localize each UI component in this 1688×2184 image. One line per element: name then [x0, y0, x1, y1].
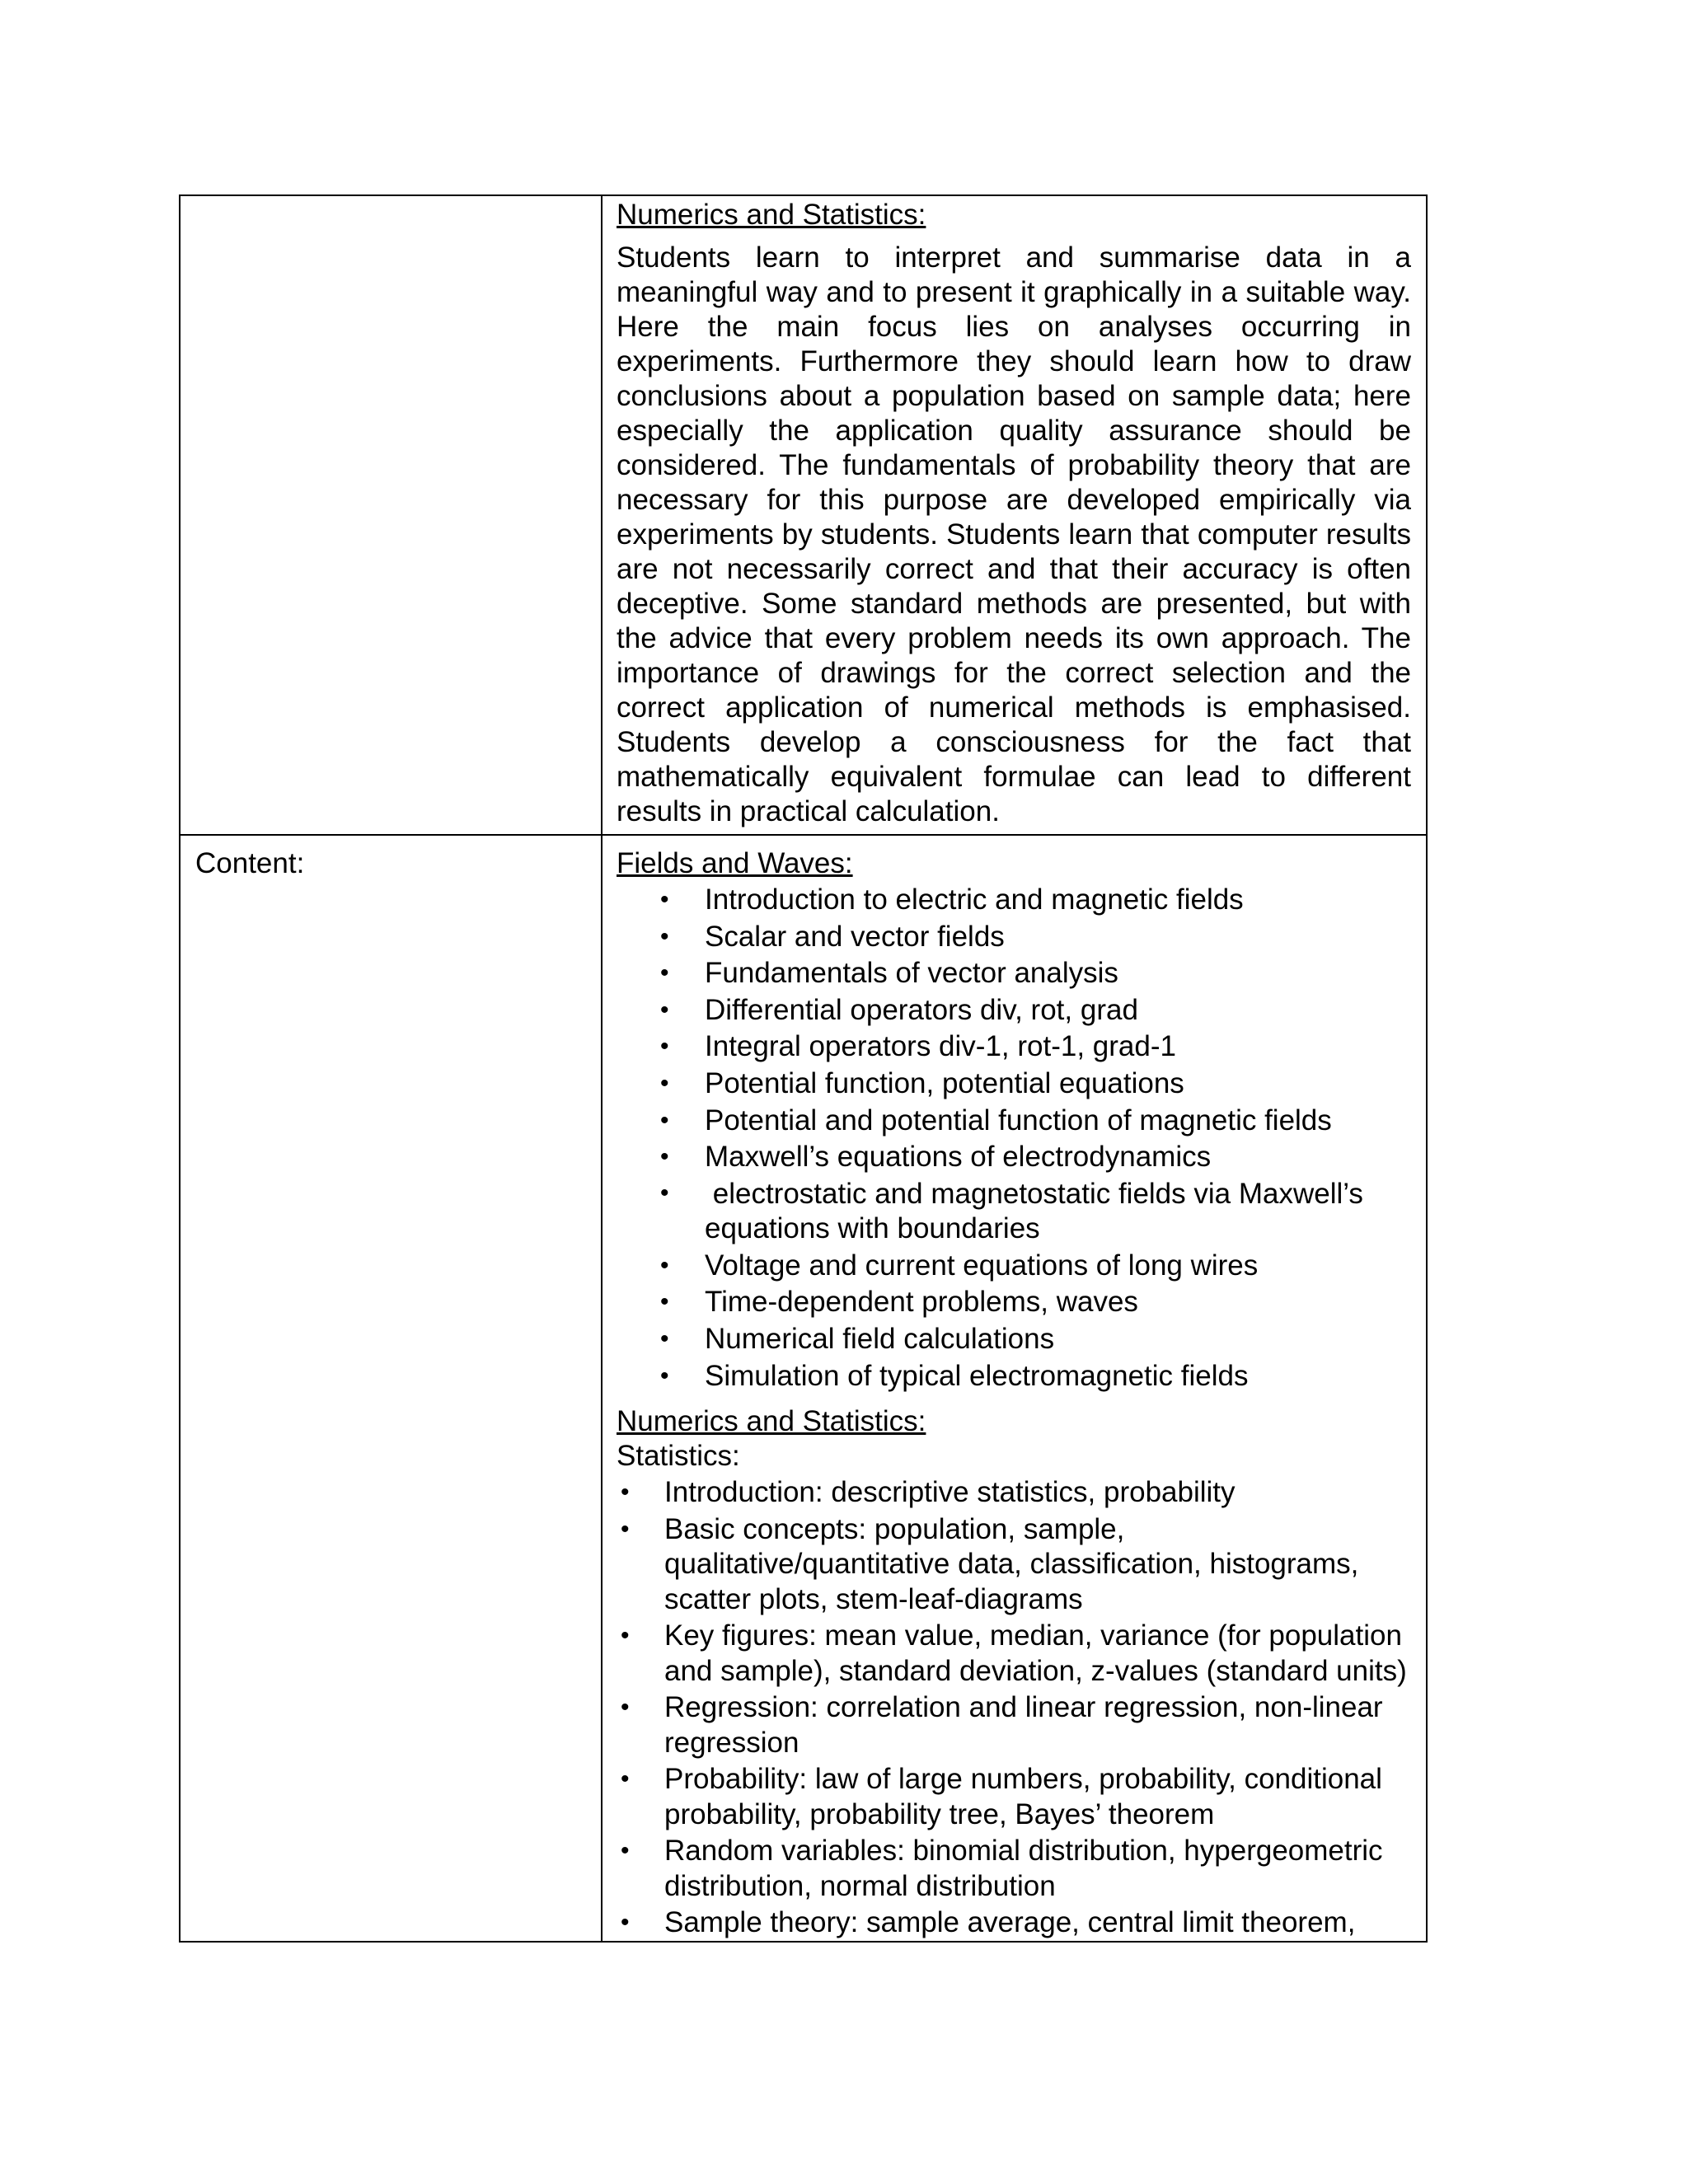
- list-item: • Introduction: descriptive statistics, probability: [617, 1474, 1411, 1511]
- statistics-label: Statistics:: [617, 1440, 740, 1473]
- section-heading: Fields and Waves:: [617, 847, 853, 879]
- bullet-icon: •: [621, 1694, 630, 1722]
- list-item: • Simulation of typical electromagnetic fields: [617, 1358, 1411, 1395]
- section-heading: Numerics and Statistics:: [617, 1405, 926, 1438]
- bullet-icon: •: [660, 1251, 669, 1279]
- list-item: • Fundamentals of vector analysis: [617, 955, 1411, 992]
- row-content-cell: [602, 835, 1427, 1942]
- list-item: • Introduction to electric and magnetic fields: [617, 882, 1411, 919]
- list-item: • Potential and potential function of magnetic fields: [617, 1103, 1411, 1140]
- fields-waves-list: [617, 882, 1411, 1394]
- list-item: • Scalar and vector fields: [617, 919, 1411, 956]
- list-item: • Potential function, potential equations: [617, 1066, 1411, 1103]
- list-item: • Voltage and current equations of long wires: [617, 1248, 1411, 1285]
- list-item: • Regression: correlation and linear regression, non-linear regression: [621, 1691, 1383, 1759]
- bullet-icon: •: [660, 922, 669, 950]
- bullet-icon: •: [660, 1179, 669, 1207]
- description-paragraph: Students learn to interpret and summarise data in a meaningful way and to present it graphically in a suitable way. Here the main focus lies on analyses occurring in experiments. Furthermore they should learn how to draw conclusions about a population based on sample data; here especially the application quality assurance should be considered. The fundamentals of probability theory that are necessary for this purpose are developed empirically via experiments by students. Students learn that computer results are not necessarily correct and that their accuracy is often deceptive. Some standard methods are presented, but with the advice that every problem needs its own approach. The importance of drawings for the correct selection and the correct application of numerical methods is emphasised. Students develop a consciousness for the fact that mathematically equivalent formulae can lead to different results in practical calculation.: [617, 241, 1411, 827]
- list-item: • electrostatic and magnetostatic fields via Maxwell’s equations with boundaries: [660, 1177, 1372, 1244]
- section-heading: Numerics and Statistics:: [617, 199, 926, 231]
- row-label-cell: [180, 835, 602, 1942]
- bullet-icon: •: [660, 1143, 669, 1171]
- list-item: • Random variables: binomial distribution, hypergeometric distribution, normal distribution: [621, 1835, 1383, 1902]
- bullet-icon: •: [660, 1288, 669, 1316]
- list-item: • Numerical field calculations: [617, 1321, 1411, 1358]
- bullet-icon: •: [660, 1069, 669, 1097]
- bullet-icon: •: [621, 1515, 630, 1543]
- bullet-icon: •: [621, 1837, 630, 1865]
- list-item: • Key figures: mean value, median, variance (for population and sample), standard deviation, z-values (standard units): [621, 1619, 1407, 1687]
- bullet-icon: •: [660, 959, 669, 987]
- module-description-table: [179, 194, 1428, 1943]
- row-label-cell: [180, 195, 602, 835]
- bullet-icon: •: [660, 1106, 669, 1134]
- row-content-cell: [602, 195, 1427, 835]
- list-item: • Basic concepts: population, sample, qualitative/quantitative data, classification, histograms, scatter plots, stem-leaf-diagrams: [621, 1512, 1359, 1615]
- bullet-icon: •: [660, 996, 669, 1024]
- list-item: • Time-dependent problems, waves: [617, 1284, 1411, 1321]
- row-label: Content:: [195, 847, 305, 879]
- bullet-icon: •: [621, 1479, 630, 1507]
- bullet-icon: •: [621, 1909, 630, 1937]
- bullet-icon: •: [660, 886, 669, 913]
- statistics-list: [617, 1474, 1411, 1941]
- bullet-icon: •: [621, 1765, 630, 1793]
- table-row: [180, 195, 1427, 835]
- list-item: • Probability: law of large numbers, probability, conditional probability, probability tree, Bayes’ theorem: [621, 1763, 1382, 1830]
- bullet-icon: •: [621, 1622, 630, 1650]
- list-item: • Sample theory: sample average, central limit theorem,: [617, 1904, 1411, 1941]
- table-row: [180, 835, 1427, 1942]
- bullet-icon: •: [660, 1324, 669, 1352]
- list-item: • Maxwell’s equations of electrodynamics: [617, 1139, 1411, 1176]
- bullet-icon: •: [660, 1033, 669, 1061]
- list-item: • Integral operators div-1, rot-1, grad-1: [617, 1029, 1411, 1066]
- numerics-statistics-block: [617, 1404, 1411, 1941]
- bullet-icon: •: [660, 1361, 669, 1390]
- list-item: • Differential operators div, rot, grad: [617, 992, 1411, 1029]
